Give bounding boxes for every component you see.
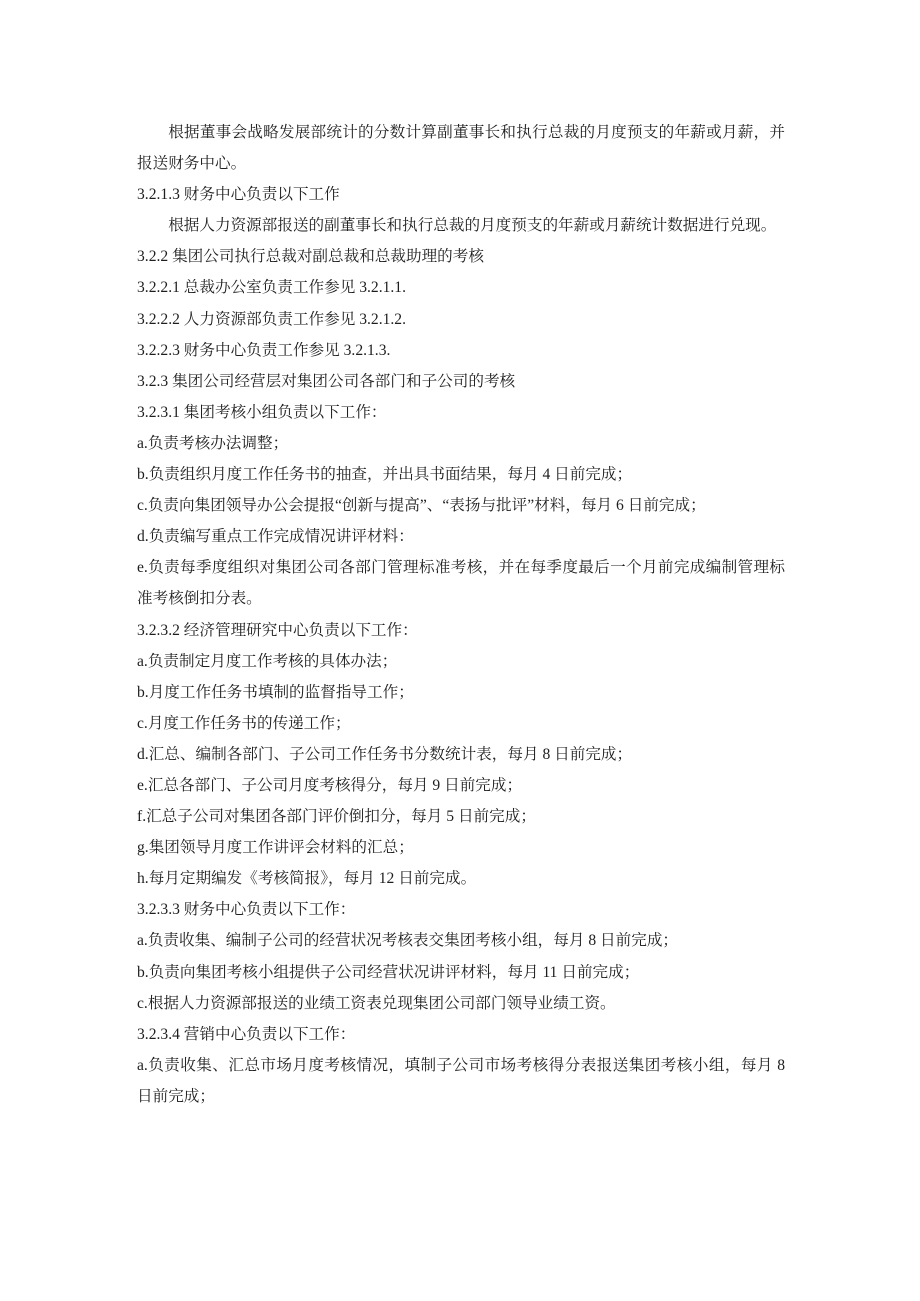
list-item-a-method-adjust: a.负责考核办法调整；	[137, 434, 289, 452]
list-item-b-task-book-supervision: b.月度工作任务书填制的监督指导工作；	[137, 683, 414, 701]
para-salary-cashing: 根据人力资源部报送的副董事长和执行总裁的月度预支的年薪或月薪统计数据进行兑现。	[168, 217, 777, 235]
list-item-h-assessment-bulletin: h.每月定期编发《考核简报》，每月 12 日前完成。	[137, 870, 477, 888]
list-item-g-review-materials: g.集团领导月度工作讲评会材料的汇总；	[137, 839, 414, 857]
list-item-b-task-book-check: b.负责组织月度工作任务书的抽查，并出具书面结果，每月 4 日前完成；	[137, 466, 633, 484]
heading-3-2-3-4-marketing-center: 3.2.3.4 营销中心负责以下工作：	[137, 1025, 356, 1043]
para-salary-calculation: 根据董事会战略发展部统计的分数计算副董事长和执行总裁的月度预支的年薪或月薪，并报送财务中心。	[137, 124, 785, 173]
list-item-a-monthly-method: a.负责制定月度工作考核的具体办法；	[137, 652, 398, 670]
item-3-2-2-2-hr-department: 3.2.2.2 人力资源部负责工作参见 3.2.1.2.	[137, 310, 406, 328]
list-item-c-task-book-delivery: c.月度工作任务书的传递工作；	[137, 714, 351, 732]
list-item-f-deduction-summary: f.汇总子公司对集团各部门评价倒扣分，每月 5 日前完成；	[137, 808, 536, 826]
heading-3-2-3-group-assessment: 3.2.3 集团公司经营层对集团公司各部门和子公司的考核	[137, 372, 516, 390]
list-item-d-key-work-review: d.负责编写重点工作完成情况讲评材料：	[137, 528, 414, 546]
item-3-2-2-3-finance-center: 3.2.2.3 财务中心负责工作参见 3.2.1.3.	[137, 341, 391, 359]
list-item-a-market-assessment: a.负责收集、汇总市场月度考核情况，填制子公司市场考核得分表报送集团考核小组，每月 8 日前完成；	[137, 1056, 785, 1105]
list-item-b-operation-review-materials: b.负责向集团考核小组提供子公司经营状况讲评材料，每月 11 日前完成；	[137, 963, 640, 981]
list-item-e-monthly-scores: e.汇总各部门、子公司月度考核得分，每月 9 日前完成；	[137, 776, 523, 794]
list-item-c-performance-wage: c.根据人力资源部报送的业绩工资表兑现集团公司部门领导业绩工资。	[137, 994, 616, 1012]
heading-3-2-3-1-assessment-team: 3.2.3.1 集团考核小组负责以下工作：	[137, 403, 387, 421]
list-item-e-quarterly-standard-check: e.负责每季度组织对集团公司各部门管理标准考核，并在每季度最后一个月前完成编制管理标准考核倒扣分表。	[137, 559, 785, 608]
heading-3-2-3-3-finance-center: 3.2.3.3 财务中心负责以下工作：	[137, 901, 356, 919]
list-item-d-score-statistics: d.汇总、编制各部门、子公司工作任务书分数统计表，每月 8 日前完成；	[137, 745, 633, 763]
heading-3-2-1-3-finance-center: 3.2.1.3 财务中心负责以下工作	[137, 186, 340, 204]
heading-3-2-2-ceo-assessment: 3.2.2 集团公司执行总裁对副总裁和总裁助理的考核	[137, 248, 484, 266]
heading-3-2-3-2-economic-research-center: 3.2.3.2 经济管理研究中心负责以下工作：	[137, 621, 418, 639]
list-item-a-operation-assessment-form: a.负责收集、编制子公司的经营状况考核表交集团考核小组，每月 8 日前完成；	[137, 932, 679, 950]
item-3-2-2-1-president-office: 3.2.2.1 总裁办公室负责工作参见 3.2.1.1.	[137, 279, 406, 297]
list-item-c-innovation-materials: c.负责向集团领导办公会提报“创新与提高”、“表扬与批评”材料，每月 6 日前完成；	[137, 497, 706, 515]
